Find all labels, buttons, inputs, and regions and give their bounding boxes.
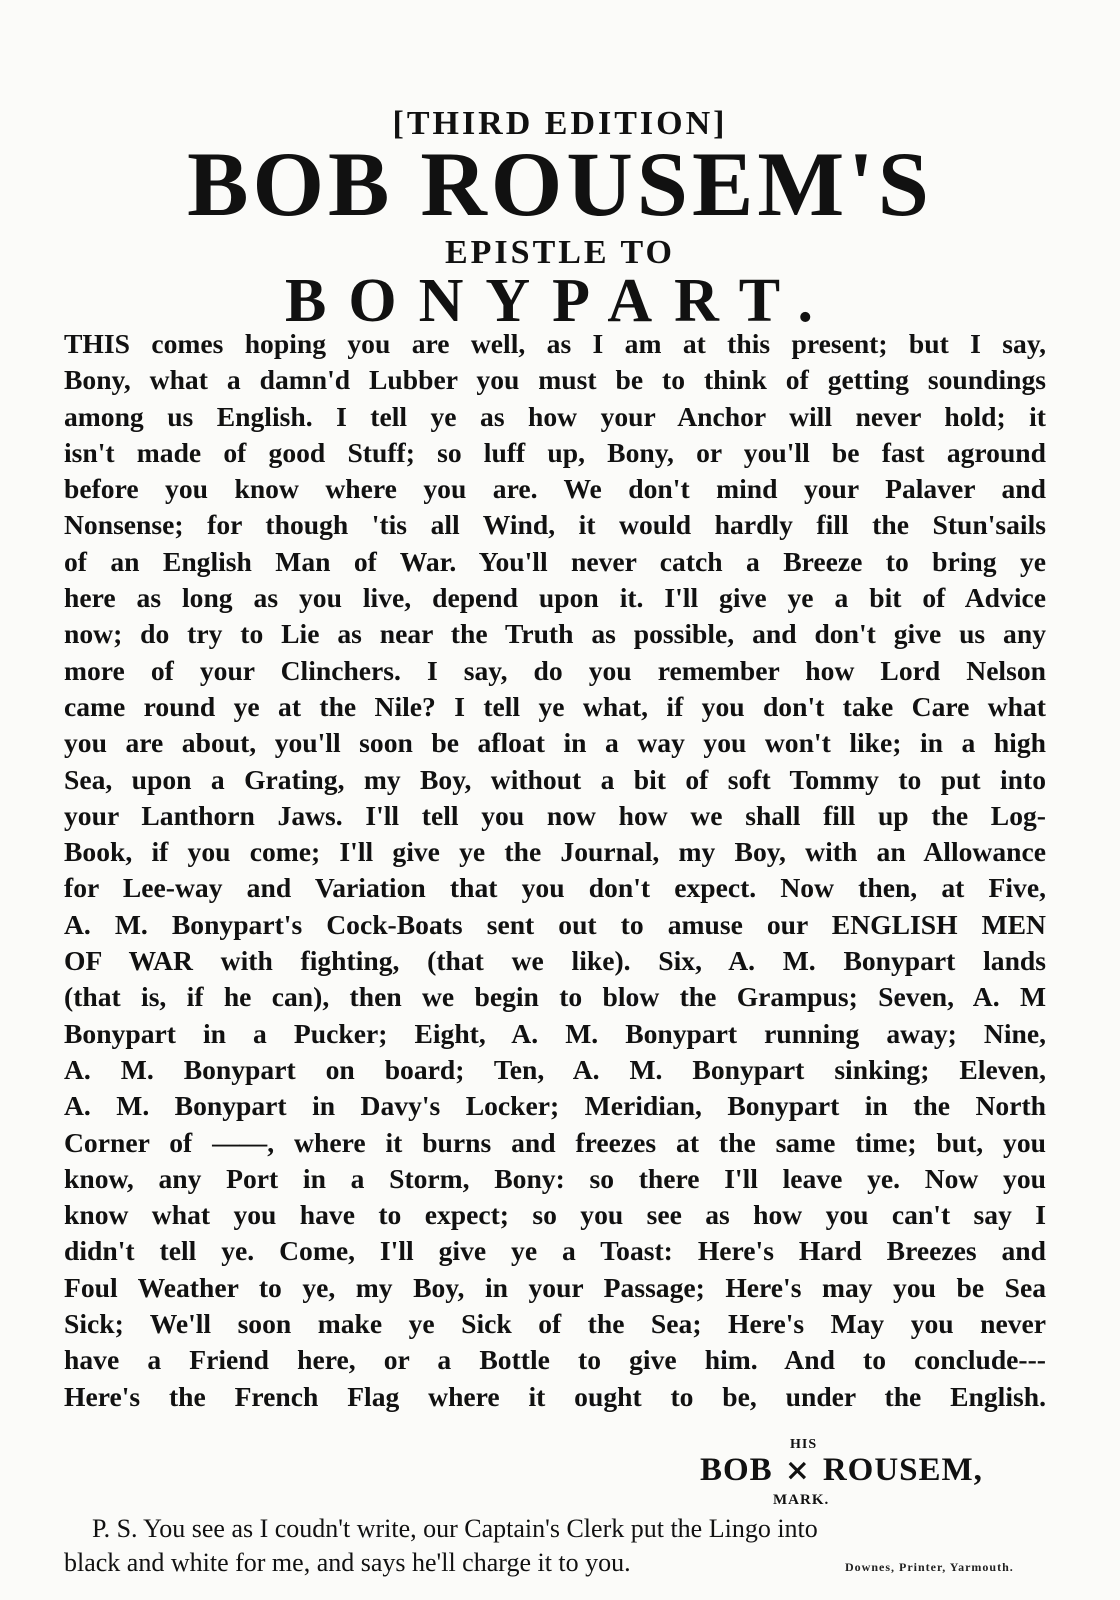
- signature-mark-label: MARK.: [773, 1492, 830, 1508]
- body-line: A. M. Bonypart in Davy's Locker; Meridian, Bonypart in the North: [64, 1090, 1046, 1122]
- signature-last-name: ROUSEM,: [822, 1452, 983, 1488]
- signature: [700, 1452, 983, 1489]
- body-line: know what you have to expect; so you see as how you can't say I: [64, 1199, 1046, 1231]
- body-line: THIS comes hoping you are well, as I am at this present; but I say,: [64, 328, 1046, 359]
- postscript-line: black and white for me, and says he'll charge it to you.: [64, 1548, 631, 1577]
- postscript-line: P. S. You see as I coudn't write, our Captain's Clerk put the Lingo into: [92, 1514, 818, 1543]
- body-line: here as long as you live, depend upon it. I'll give ye a bit of Advice: [64, 582, 1046, 614]
- signature-first-name: BOB: [700, 1452, 773, 1488]
- body-line: Corner of ——, where it burns and freezes at the same time; but, you: [64, 1126, 1046, 1158]
- body-line: isn't made of good Stuff; so luff up, Bony, or you'll be fast aground: [64, 436, 1046, 468]
- body-line: of an English Man of War. You'll never catch a Breeze to bring ye: [64, 545, 1046, 577]
- body-line: Sick; We'll soon make ye Sick of the Sea; Here's May you never: [64, 1308, 1046, 1340]
- body-line: Bony, what a damn'd Lubber you must be to think of getting soundings: [64, 364, 1046, 396]
- body-line: you are about, you'll soon be afloat in a way you won't like; in a high: [64, 727, 1046, 759]
- signature-his-label: HIS: [790, 1437, 818, 1452]
- body-line: your Lanthorn Jaws. I'll tell you now how we shall fill up the Log-: [64, 799, 1046, 831]
- body-line: came round ye at the Nile? I tell ye what, if you don't take Care what: [64, 690, 1046, 722]
- body-line: now; do try to Lie as near the Truth as possible, and don't give us any: [64, 618, 1046, 650]
- body-line: A. M. Bonypart's Cock-Boats sent out to amuse our ENGLISH MEN: [64, 908, 1046, 940]
- body-line: Here's the French Flag where it ought to be, under the English.: [64, 1380, 1046, 1412]
- cross-mark-icon: ⨯: [784, 1454, 811, 1487]
- addressee-name: BONYPART.: [284, 267, 836, 335]
- body-line: for Lee-way and Variation that you don't expect. Now then, at Five,: [64, 872, 1046, 904]
- page-title: BOB ROUSEM'S: [187, 133, 933, 235]
- epistle-body: [64, 326, 1046, 1415]
- body-line: A. M. Bonypart on board; Ten, A. M. Bonypart sinking; Eleven,: [64, 1053, 1046, 1085]
- body-line: before you know where you are. We don't mind your Palaver and: [64, 473, 1046, 505]
- body-line: (that is, if he can), then we begin to blow the Grampus; Seven, A. M: [64, 981, 1046, 1013]
- body-line: among us English. I tell ye as how your Anchor will never hold; it: [64, 400, 1046, 432]
- page-subtitle: EPISTLE TO: [444, 234, 675, 271]
- body-line: know, any Port in a Storm, Bony: so there I'll leave ye. Now you: [64, 1162, 1046, 1194]
- body-line: Nonsense; for though 'tis all Wind, it would hardly fill the Stun'sails: [64, 509, 1046, 541]
- body-line: more of your Clinchers. I say, do you remember how Lord Nelson: [64, 654, 1046, 686]
- body-line: Foul Weather to ye, my Boy, in your Passage; Here's may you be Sea: [64, 1271, 1046, 1303]
- body-line: Bonypart in a Pucker; Eight, A. M. Bonypart running away; Nine,: [64, 1017, 1046, 1049]
- body-line: OF WAR with fighting, (that we like). Six, A. M. Bonypart lands: [64, 945, 1046, 977]
- edition-label: [THIRD EDITION]: [392, 105, 728, 142]
- printer-imprint: Downes, Printer, Yarmouth.: [845, 1560, 1014, 1574]
- body-line: Sea, upon a Grating, my Boy, without a bit of soft Tommy to put into: [64, 763, 1046, 795]
- body-line: have a Friend here, or a Bottle to give him. And to conclude---: [64, 1344, 1046, 1376]
- body-line: Book, if you come; I'll give ye the Journal, my Boy, with an Allowance: [64, 836, 1046, 868]
- body-line: didn't tell ye. Come, I'll give ye a Toast: Here's Hard Breezes and: [64, 1235, 1046, 1267]
